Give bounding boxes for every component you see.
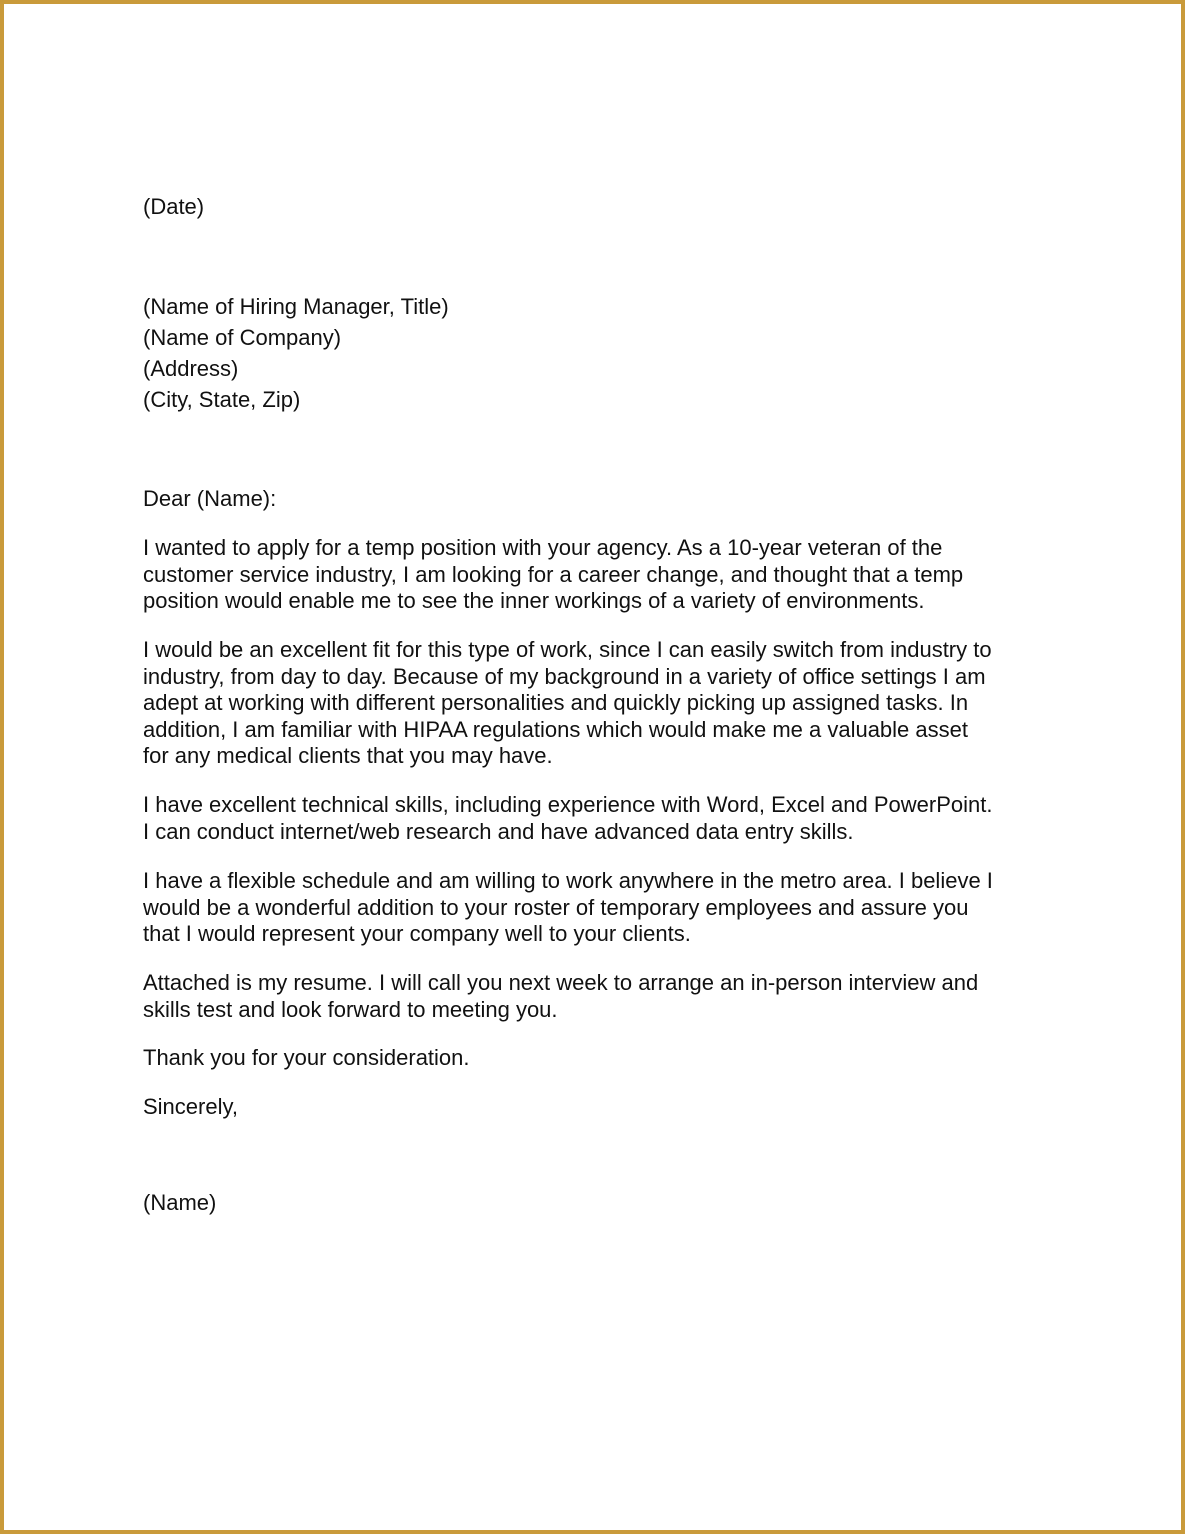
paragraph-line: customer service industry, I am looking for a career change, and thought that a temp bbox=[143, 561, 964, 587]
paragraph-line: Attached is my resume. I will call you next week to arrange an in-person interview and bbox=[143, 970, 979, 995]
paragraph-line: that I would represent your company well to your clients. bbox=[143, 921, 691, 946]
paragraph-1 bbox=[143, 535, 1053, 615]
closing: Sincerely, bbox=[143, 1094, 238, 1119]
paragraph-2 bbox=[143, 637, 1053, 770]
date-line: (Date) bbox=[143, 194, 205, 219]
salutation: Dear (Name): bbox=[143, 486, 277, 511]
paragraph-4 bbox=[143, 868, 1053, 948]
paragraph-line: I can conduct internet/web research and have advanced data entry skills. bbox=[143, 818, 854, 844]
paragraph-line: Thank you for your consideration. bbox=[143, 1045, 470, 1070]
signature-name: (Name) bbox=[143, 1190, 217, 1215]
paragraph-line: skills test and look forward to meeting you. bbox=[143, 996, 558, 1022]
paragraph-line: I would be an excellent fit for this type of work, since I can easily switch from industry to bbox=[143, 637, 992, 662]
paragraph-line: I wanted to apply for a temp position with your agency. As a 10-year veteran of the bbox=[143, 535, 943, 560]
paragraph-line: I have excellent technical skills, including experience with Word, Excel and PowerPoint. bbox=[143, 792, 993, 817]
paragraph-line: industry, from day to day. Because of my background in a variety of office settings I am bbox=[143, 663, 986, 689]
recipient-company: (Name of Company) bbox=[143, 325, 342, 350]
paragraph-line: for any medical clients that you may have. bbox=[143, 743, 553, 768]
paragraph-line: addition, I am familiar with HIPAA regulations which would make me a valuable asset bbox=[143, 716, 968, 742]
recipient-city-state-zip: (City, State, Zip) bbox=[143, 387, 301, 412]
paragraph-line: would be a wonderful addition to your roster of temporary employees and assure you bbox=[143, 894, 969, 920]
paragraph-line: position would enable me to see the inner workings of a variety of environments. bbox=[143, 588, 925, 613]
paragraph-5 bbox=[143, 970, 1053, 1023]
paragraph-line: adept at working with different personalities and quickly picking up assigned tasks. In bbox=[143, 690, 969, 715]
paragraph-line: I have a flexible schedule and am willing to work anywhere in the metro area. I believe I bbox=[143, 868, 993, 893]
paragraph-6 bbox=[143, 1045, 1053, 1072]
recipient-name-title: (Name of Hiring Manager, Title) bbox=[143, 294, 449, 319]
paragraph-3 bbox=[143, 792, 1053, 845]
recipient-address: (Address) bbox=[143, 356, 239, 381]
